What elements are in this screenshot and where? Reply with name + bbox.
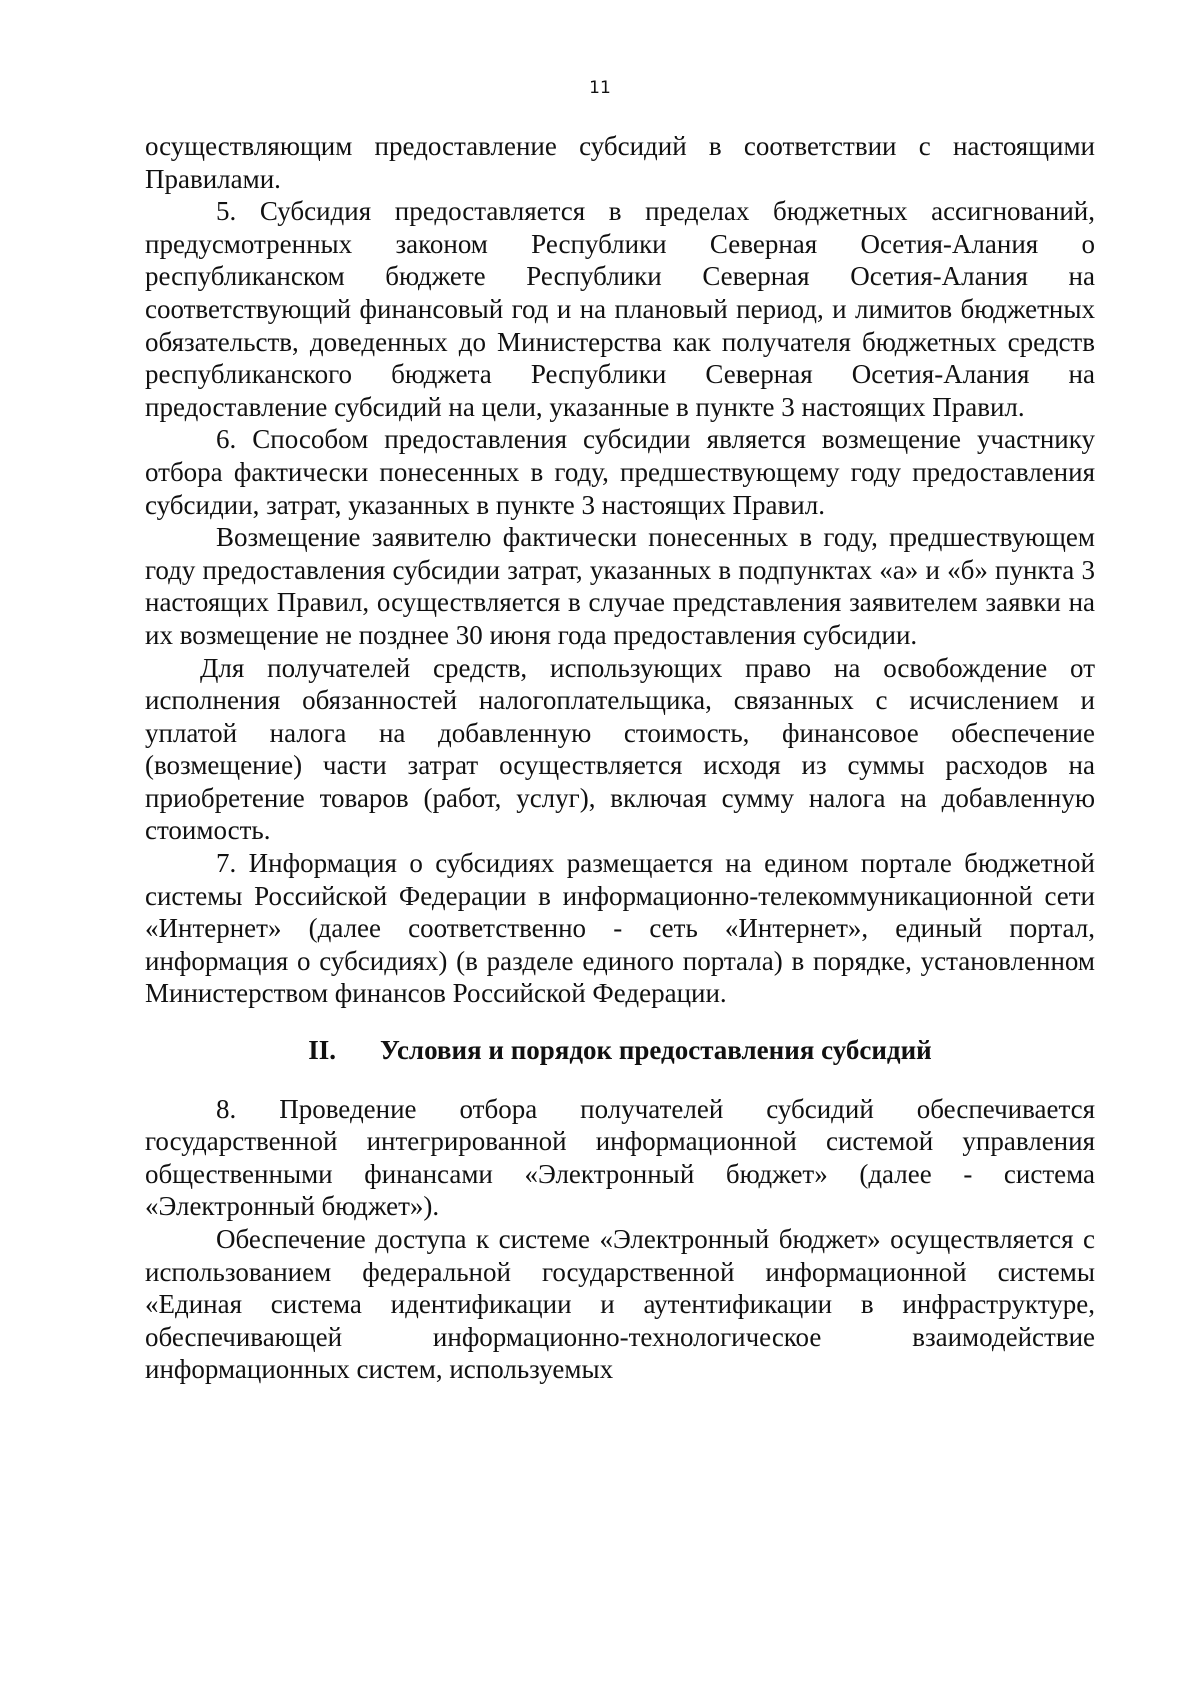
paragraph-item-6: 6. Способом предоставления субсидии является возмещение участнику отбора фактически понесенных в году, предшествующему году предоставления субсидии, затрат, указанных в пункте 3 настоящих Правил. [145, 424, 1095, 520]
paragraph-vat-exemption: Для получателей средств, использующих право на освобождение от исполнения обязанностей налогоплательщика, связанных с исчислением и уплатой налога на добавленную стоимость, финансовое обеспечение (возмещение) части затрат осуществляется исходя из суммы расходов на приобретение товаров (работ, услуг), включая сумму налога на добавленную стоимость. [145, 652, 1095, 846]
document-body [145, 130, 1095, 1386]
section-heading [145, 1034, 1095, 1067]
section-number: II. [308, 1035, 337, 1066]
paragraph-item-7: 7. Информация о субсидиях размещается на едином портале бюджетной системы Российской Федерации в информационно-телекоммуникационной сети «Интернет» (далее соответственно - сеть «Интернет», единый портал, информация о субсидиях) (в разделе единого портала) в порядке, установленном Министерством финансов Российской Федерации. [145, 848, 1095, 1009]
paragraph-access: Обеспечение доступа к системе «Электронный бюджет» осуществляется с использованием федеральной государственной информационной системы «Единая система идентификации и аутентификации в инфраструктуре, обеспечивающей информационно-технологическое взаимодействие информационных систем, используемых [145, 1224, 1095, 1385]
paragraph-item-5: 5. Субсидия предоставляется в пределах бюджетных ассигнований, предусмотренных законом Республики Северная Осетия-Алания о республиканском бюджете Республики Северная Осетия-Алания на соответствующий финансовый год и на плановый период, и лимитов бюджетных обязательств, доведенных до Министерства как получателя бюджетных средств республиканского бюджета Республики Северная Осетия-Алания на предоставление субсидий на цели, указанные в пункте 3 настоящих Правил. [145, 196, 1095, 422]
page-number: 11 [589, 78, 611, 98]
paragraph-reimbursement: Возмещение заявителю фактически понесенных в году, предшествующем году предоставления субсидии затрат, указанных в подпунктах «а» и «б» пункта 3 настоящих Правил, осуществляется в случае представления заявителем заявки на их возмещение не позднее 30 июня года предоставления субсидии. [145, 522, 1095, 650]
section-title: Условия и порядок предоставления субсидий [380, 1035, 932, 1066]
paragraph-continuation: осуществляющим предоставление субсидий в соответствии с настоящими Правилами. [145, 131, 1095, 194]
paragraph-item-8: 8. Проведение отбора получателей субсидий обеспечивается государственной интегрированной информационной системой управления общественными финансами «Электронный бюджет» (далее - система «Электронный бюджет»). [145, 1093, 1095, 1222]
